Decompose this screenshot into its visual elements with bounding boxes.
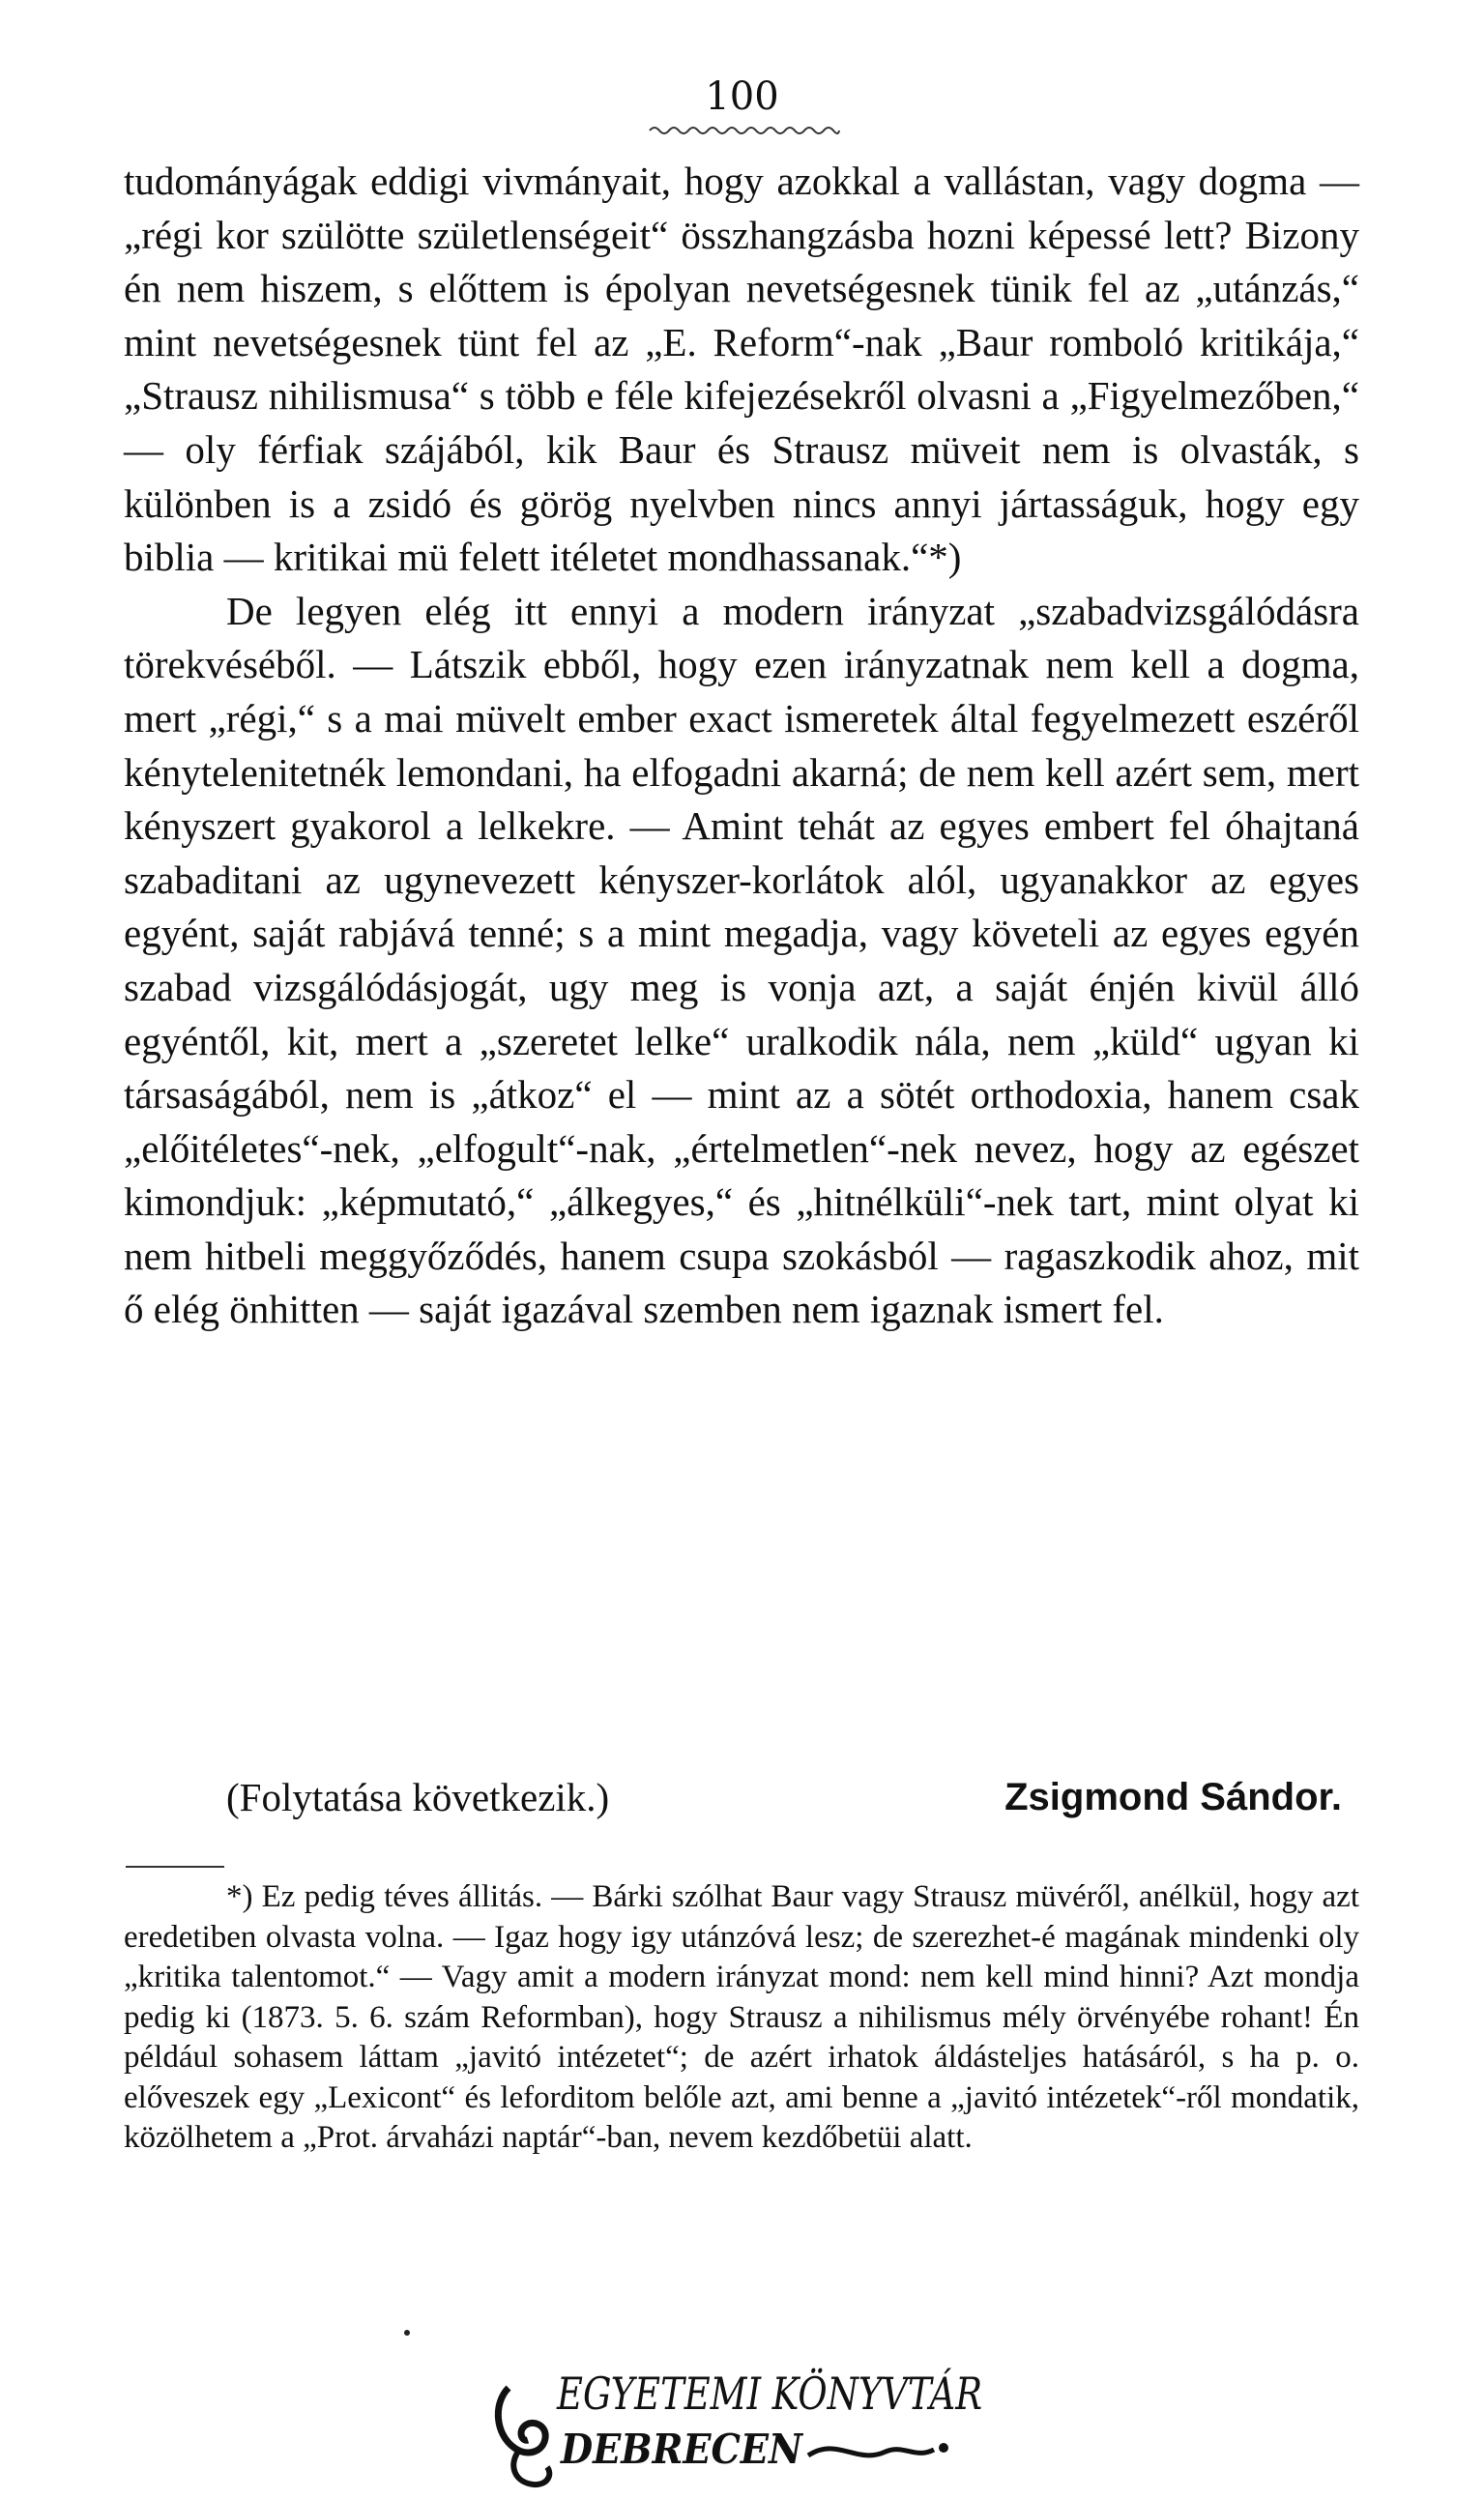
stamp-ornament-left-lower <box>513 2452 549 2484</box>
footnote <box>124 1877 1359 2159</box>
stamp-line-2: DEBRECEN <box>560 2426 804 2473</box>
author-signature: Zsigmond Sándor. <box>1004 1776 1342 1818</box>
stamp-line-1: EGYETEMI KÖNYVTÁR <box>557 2368 1088 2420</box>
stamp-ornament-left <box>498 2388 545 2453</box>
library-stamp <box>489 2359 1088 2494</box>
signature-line <box>226 1770 1359 1824</box>
body-paragraph: tudományágak eddigi vivmányait, hogy azokkal a vallástan, vagy dogma — „régi kor szülötte születlenségeit“ összhangzásba hozni képessé lett? Bizony én nem hiszem, s előttem is épolyan nevetségesnek tünik fel az „utánzás,“ mint nevetségesnek tünt fel az „E. Reform“-nak „Baur romboló kritikája,“ „Strausz nihilismusa“ s több e féle kifejezésekről olvasni a „Figyelmezőben,“ — oly férfiak szájából, kik Baur és Strausz müveit nem is olvasták, s különben is a zsidó és görög nyelvben nincs annyi jártasságuk, hogy egy biblia — kritikai mü felett itéletet mondhassanak.“*) <box>124 159 1359 580</box>
body-paragraph: De legyen elég itt ennyi a modern irányzat „szabadvizsgálódásra törekvéséből. — Látszik ebből, hogy ezen irányzatnak nem kell a dogma, mert „régi,“ s a mai müvelt ember exact ismeretek által fegyelmezett eszéről kénytelenitetnék lemondani, ha elfogadni akarná; de nem kell azért sem, mert kényszert gyakorol a lelkekre. — Amint tehát az egyes embert fel óhajtaná szabaditani az ugynevezett kényszer-korlátok alól, ugyanakkor az egyes egyént, saját rabjává tenné; s a mint megadja, vagy követeli az egyes egyén szabad vizsgálódásjogát, ugy meg is vonja azt, a saját énjén kivül álló egyéntől, kit, mert a „szeretet lelke“ uralkodik nála, nem „küld“ ugyan ki társaságából, nem is „átkoz“ el — mint az a sötét orthodoxia, hanem csak „előitéletes“-nek, „elfogult“-nak, „értelmetlen“-nek nevez, hogy az egészet kimondjuk: „képmutató,“ „álkegyes,“ és „hitnélküli“-nek tart, mint olyat ki nem hitbeli meggyőződés, hanem csupa szokásból — ragaszkodik ahoz, mit ő elég önhitten — saját igazával szemben nem igaznak ismert fel. <box>124 588 1359 1332</box>
stamp-flourish-dot <box>939 2443 948 2453</box>
page-number: 100 <box>705 74 779 119</box>
body-text <box>124 155 1359 1337</box>
stamp-flourish <box>808 2449 934 2455</box>
ink-dot <box>404 2330 410 2336</box>
footnote-divider <box>126 1866 224 1868</box>
page-number-ornament <box>650 124 839 135</box>
footnote-text: *) Ez pedig téves állitás. — Bárki szólhat Baur vagy Strausz müvéről, anélkül, hogy azt eredetiben olvasta volna. — Igaz hogy igy utánzóvá lesz; de szerezhet-é magának mindenki oly „kritika talentomot.“ — Vagy amit a modern irányzat mond: nem kell mind hinni? Azt mondja pedig ki (1873. 5. 6. szám Reformban), hogy Strausz a nihilismus mély örvényébe rohant! Én például sohasem láttam „javitó intézetet“; de azért irhatok áldásteljes hatásáról, s ha p. o. előveszek egy „Lexicont“ és leforditom belőle azt, ami benne a „javitó intézetek“-ről mondatik, közölhetem a „Prot. árvaházi naptár“-ban, nevem kezdőbetüi alatt. <box>124 1879 1359 2155</box>
continued-note: (Folytatása következik.) <box>226 1775 610 1819</box>
